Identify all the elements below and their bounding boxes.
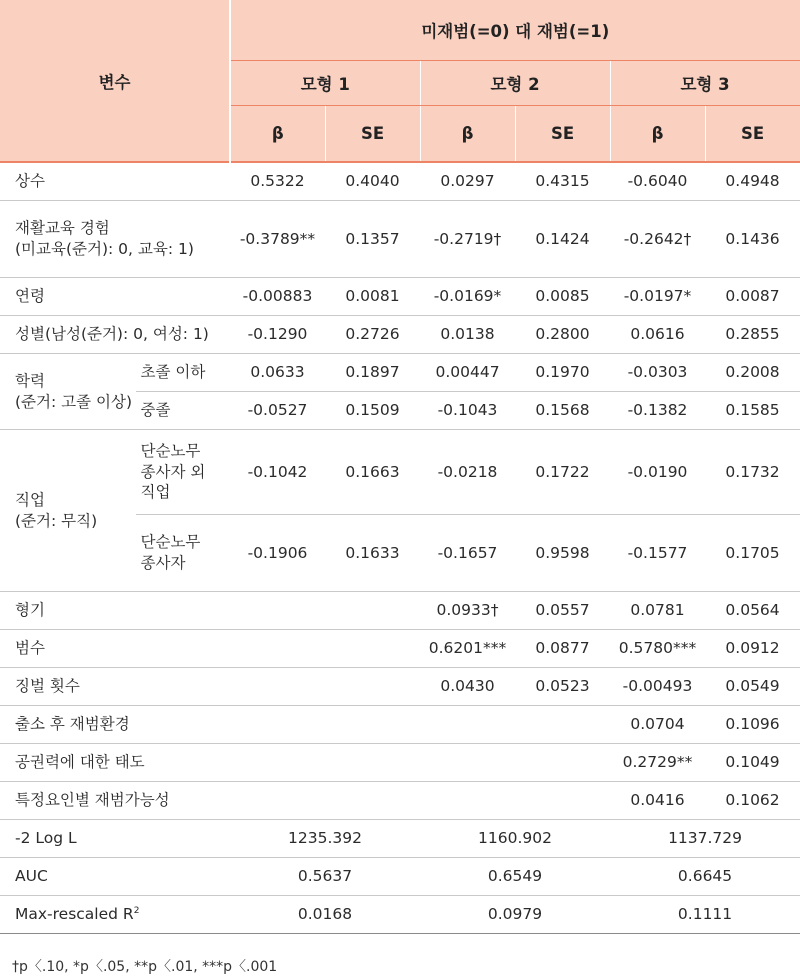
row-label: 형기 [0, 592, 230, 630]
cell: 0.1436 [705, 201, 800, 278]
cell: -0.1290 [230, 316, 325, 354]
cell [515, 744, 610, 782]
cell: -0.2719† [420, 201, 515, 278]
cell [230, 706, 325, 744]
cell: 0.1732 [705, 430, 800, 515]
cell: -0.3789** [230, 201, 325, 278]
cell: 0.1568 [515, 392, 610, 430]
row-label-main: 직업 [15, 490, 45, 509]
cell: 0.1111 [610, 896, 800, 934]
cell: 0.5637 [230, 858, 420, 896]
cell: 0.2800 [515, 316, 610, 354]
sublabel-line: 단순노무 [140, 533, 201, 552]
cell: 1160.902 [420, 820, 610, 858]
cell: 0.0933† [420, 592, 515, 630]
row-sex [0, 316, 800, 354]
row-label: 성별(남성(준거): 0, 여성: 1) [0, 316, 230, 354]
cell: 0.0704 [610, 706, 705, 744]
row-label-sub: (준거: 고졸 이상) [15, 392, 133, 411]
cell: 0.1357 [325, 201, 420, 278]
cell: 0.0549 [705, 668, 800, 706]
row-label-sub: (준거: 무직) [15, 511, 98, 530]
row-label: 출소 후 재범환경 [0, 706, 230, 744]
cell: 0.6201*** [420, 630, 515, 668]
row-label-main: Max-rescaled R [15, 905, 134, 924]
header-beta: β [610, 106, 705, 163]
cell [230, 782, 325, 820]
cell: -0.1657 [420, 515, 515, 592]
cell: 0.0138 [420, 316, 515, 354]
cell: -0.0303 [610, 354, 705, 392]
cell [515, 782, 610, 820]
superscript: 2 [133, 905, 140, 916]
row-discipline [0, 668, 800, 706]
cell [515, 706, 610, 744]
row-label [0, 354, 135, 430]
cell [230, 668, 325, 706]
header-model-3: 모형 3 [610, 61, 800, 106]
cell [420, 744, 515, 782]
cell: 0.2729** [610, 744, 705, 782]
cell: 0.1897 [325, 354, 420, 392]
header-se: SE [705, 106, 800, 163]
sublabel-line: 단순노무 [140, 441, 201, 460]
row-loglik [0, 820, 800, 858]
row-sublabel: 중졸 [135, 392, 230, 430]
cell: 0.0416 [610, 782, 705, 820]
cell: 0.1424 [515, 201, 610, 278]
cell: -0.0527 [230, 392, 325, 430]
cell: 1235.392 [230, 820, 420, 858]
row-factor [0, 782, 800, 820]
cell: -0.0169* [420, 278, 515, 316]
row-const [0, 162, 800, 201]
row-label: -2 Log L [0, 820, 230, 858]
cell: -0.0190 [610, 430, 705, 515]
row-r2 [0, 896, 800, 934]
row-label [0, 896, 230, 934]
cell: 0.1062 [705, 782, 800, 820]
cell: 0.4315 [515, 162, 610, 201]
cell: 0.0912 [705, 630, 800, 668]
cell: 0.4948 [705, 162, 800, 201]
cell: 0.1722 [515, 430, 610, 515]
row-rehab [0, 201, 800, 278]
cell: 0.0430 [420, 668, 515, 706]
row-edu-1 [0, 354, 800, 392]
cell [325, 706, 420, 744]
cell: 0.0087 [705, 278, 800, 316]
row-env [0, 706, 800, 744]
row-label: 특정요인별 재범가능성 [0, 782, 230, 820]
header-variable: 변수 [0, 0, 230, 162]
cell: -0.1042 [230, 430, 325, 515]
row-label: 범수 [0, 630, 230, 668]
cell: 0.0081 [325, 278, 420, 316]
cell: 0.1633 [325, 515, 420, 592]
cell: 0.1509 [325, 392, 420, 430]
cell: 0.5780*** [610, 630, 705, 668]
cell [230, 592, 325, 630]
row-age [0, 278, 800, 316]
cell: -0.0197* [610, 278, 705, 316]
cell: 0.0877 [515, 630, 610, 668]
row-label-sub: (미교육(준거): 0, 교육: 1) [15, 240, 194, 258]
row-crime [0, 630, 800, 668]
header-beta: β [230, 106, 325, 163]
row-label: 징벌 횟수 [0, 668, 230, 706]
header-se: SE [515, 106, 610, 163]
cell: 0.00447 [420, 354, 515, 392]
cell: -0.1906 [230, 515, 325, 592]
cell: 0.0523 [515, 668, 610, 706]
cell: 0.5322 [230, 162, 325, 201]
header-group: 미재범(=0) 대 재범(=1) [230, 0, 800, 61]
cell: 0.0979 [420, 896, 610, 934]
row-label-main: 재활교육 경험 [15, 219, 110, 238]
cell: 0.9598 [515, 515, 610, 592]
header-beta: β [420, 106, 515, 163]
cell: 0.0168 [230, 896, 420, 934]
cell [420, 706, 515, 744]
cell: 0.6645 [610, 858, 800, 896]
cell: 0.1705 [705, 515, 800, 592]
row-sublabel [135, 515, 230, 592]
cell: 0.4040 [325, 162, 420, 201]
row-label: AUC [0, 858, 230, 896]
row-job-1 [0, 430, 800, 515]
cell [420, 782, 515, 820]
cell: 0.0085 [515, 278, 610, 316]
cell: 0.0557 [515, 592, 610, 630]
cell [325, 782, 420, 820]
header-model-1: 모형 1 [230, 61, 420, 106]
row-sublabel: 초졸 이하 [135, 354, 230, 392]
cell: -0.1382 [610, 392, 705, 430]
cell [325, 592, 420, 630]
cell: 1137.729 [610, 820, 800, 858]
cell: 0.0616 [610, 316, 705, 354]
row-sentence [0, 592, 800, 630]
row-sublabel [135, 430, 230, 515]
row-authority [0, 744, 800, 782]
header-model-2: 모형 2 [420, 61, 610, 106]
cell [325, 630, 420, 668]
row-label: 상수 [0, 162, 230, 201]
cell: 0.2855 [705, 316, 800, 354]
cell [230, 744, 325, 782]
row-label: 연령 [0, 278, 230, 316]
row-label: 공권력에 대한 태도 [0, 744, 230, 782]
sublabel-line: 직업 [140, 483, 171, 502]
cell: 0.2008 [705, 354, 800, 392]
cell: -0.0218 [420, 430, 515, 515]
row-auc [0, 858, 800, 896]
cell: -0.00493 [610, 668, 705, 706]
row-label [0, 201, 230, 278]
cell: 0.1049 [705, 744, 800, 782]
cell: -0.1043 [420, 392, 515, 430]
cell: 0.1663 [325, 430, 420, 515]
cell: 0.1970 [515, 354, 610, 392]
cell [325, 744, 420, 782]
row-label-main: 학력 [15, 371, 45, 390]
cell: 0.2726 [325, 316, 420, 354]
cell: 0.0633 [230, 354, 325, 392]
cell: 0.1096 [705, 706, 800, 744]
cell [325, 668, 420, 706]
row-label [0, 430, 135, 592]
cell: -0.2642† [610, 201, 705, 278]
cell: 0.0781 [610, 592, 705, 630]
sublabel-line: 종사자 [140, 554, 186, 572]
cell: -0.00883 [230, 278, 325, 316]
cell: 0.1585 [705, 392, 800, 430]
sublabel-line: 종사자 외 [140, 462, 206, 481]
cell: -0.6040 [610, 162, 705, 201]
header-se: SE [325, 106, 420, 163]
significance-note: †p〈.10, *p〈.05, **p〈.01, ***p〈.001 [12, 959, 278, 975]
cell: 0.0297 [420, 162, 515, 201]
cell: 0.0564 [705, 592, 800, 630]
cell: -0.1577 [610, 515, 705, 592]
cell [230, 630, 325, 668]
cell: 0.6549 [420, 858, 610, 896]
